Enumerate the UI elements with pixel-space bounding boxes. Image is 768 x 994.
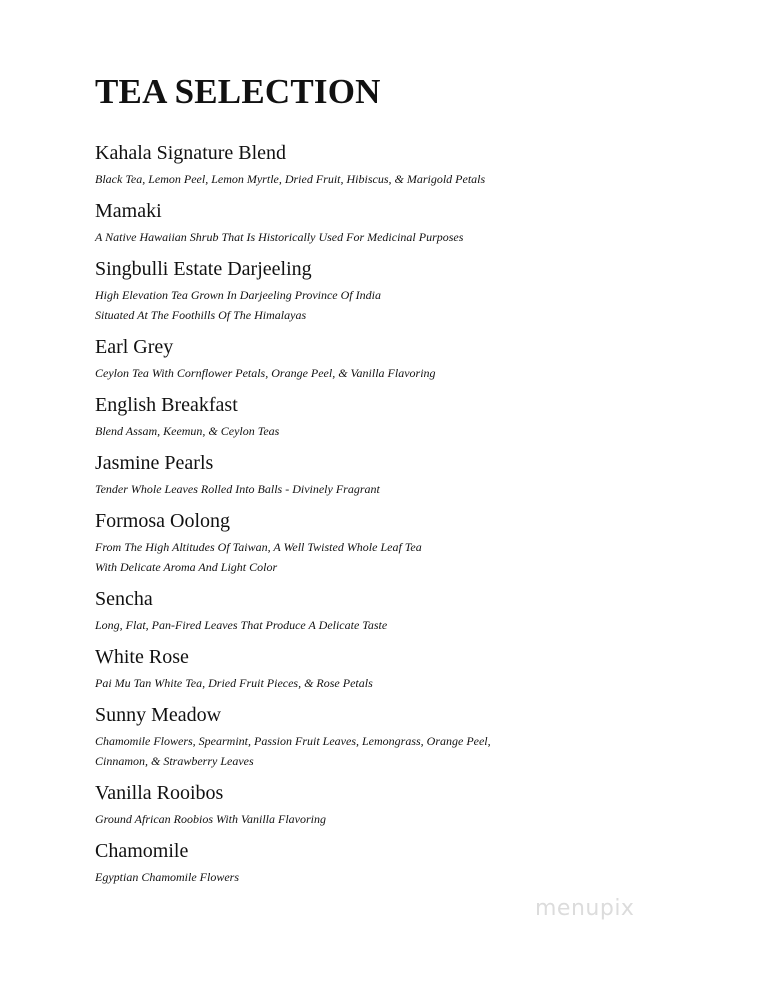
item-description: Black Tea, Lemon Peel, Lemon Myrtle, Dried Fruit, Hibiscus, & Marigold Petals	[95, 172, 486, 186]
menu-item	[95, 778, 695, 829]
item-description: With Delicate Aroma And Light Color	[95, 560, 278, 574]
item-description: Cinnamon, & Strawberry Leaves	[95, 754, 254, 768]
item-name: Chamomile	[95, 840, 189, 862]
item-description: High Elevation Tea Grown In Darjeeling Province Of India	[95, 288, 381, 302]
menu-item	[95, 138, 695, 189]
menu-item	[95, 642, 695, 693]
item-name: White Rose	[95, 646, 189, 668]
menu-item	[95, 584, 695, 635]
menu-item	[95, 506, 695, 577]
page-title: TEA SELECTION	[95, 72, 381, 111]
menu-item	[95, 196, 695, 247]
menu-item	[95, 332, 695, 383]
menu-item	[95, 448, 695, 499]
item-description: Egyptian Chamomile Flowers	[95, 870, 239, 884]
item-name: Kahala Signature Blend	[95, 142, 287, 164]
item-description: A Native Hawaiian Shrub That Is Historically Used For Medicinal Purposes	[95, 230, 464, 244]
item-name: English Breakfast	[95, 394, 238, 416]
menu-item	[95, 700, 695, 771]
item-name: Formosa Oolong	[95, 510, 230, 532]
watermark-logo: menupix	[535, 896, 635, 921]
item-description: Long, Flat, Pan-Fired Leaves That Produce A Delicate Taste	[95, 618, 388, 632]
item-description: Chamomile Flowers, Spearmint, Passion Fruit Leaves, Lemongrass, Orange Peel,	[95, 734, 491, 748]
tea-list	[95, 138, 695, 894]
item-description: Pai Mu Tan White Tea, Dried Fruit Pieces, & Rose Petals	[95, 676, 373, 690]
item-description: Situated At The Foothills Of The Himalayas	[95, 308, 307, 322]
item-name: Sencha	[95, 588, 153, 610]
item-name: Sunny Meadow	[95, 704, 222, 726]
item-name: Jasmine Pearls	[95, 452, 214, 474]
menu-item	[95, 390, 695, 441]
item-description: Tender Whole Leaves Rolled Into Balls - Divinely Fragrant	[95, 482, 380, 496]
item-name: Earl Grey	[95, 336, 174, 358]
menu-item	[95, 836, 695, 887]
item-description: From The High Altitudes Of Taiwan, A Well Twisted Whole Leaf Tea	[95, 540, 422, 554]
item-name: Vanilla Rooibos	[95, 782, 224, 804]
item-name: Mamaki	[95, 200, 162, 222]
menu-item	[95, 254, 695, 325]
item-name: Singbulli Estate Darjeeling	[95, 258, 312, 280]
item-description: Blend Assam, Keemun, & Ceylon Teas	[95, 424, 280, 438]
item-description: Ceylon Tea With Cornflower Petals, Orange Peel, & Vanilla Flavoring	[95, 366, 436, 380]
item-description: Ground African Roobios With Vanilla Flavoring	[95, 812, 326, 826]
